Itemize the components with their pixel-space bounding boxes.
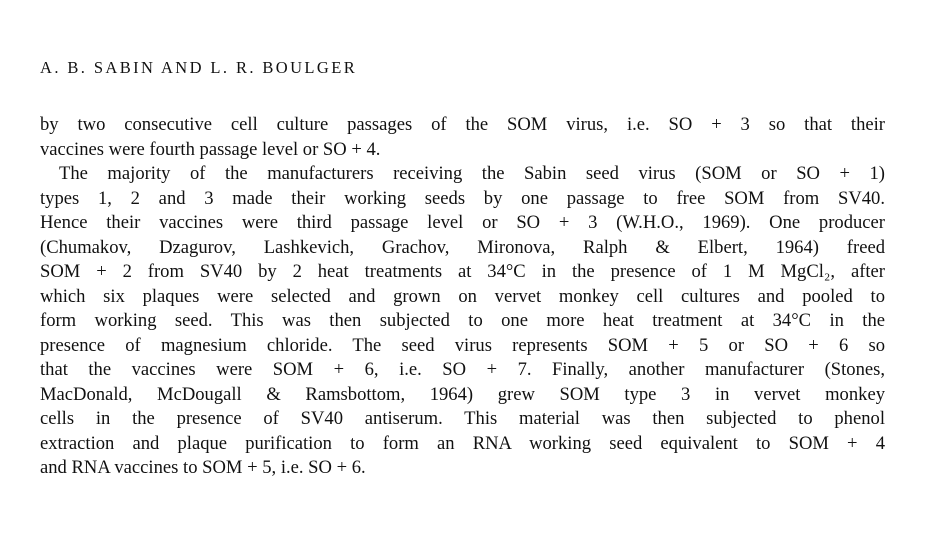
text-line: that the vaccines were SOM + 6, i.e. SO + 7. Finally, another manufacturer (Stones, (40, 359, 885, 380)
text-line: form working seed. This was then subjected to one more heat treatment at 34°C in the (40, 310, 885, 331)
text-line: presence of magnesium chloride. The seed virus represents SOM + 5 or SO + 6 so (40, 334, 885, 356)
text-line: Hence their vaccines were third passage level or SO + 3 (W.H.O., 1969). One producer (40, 212, 885, 233)
text-line: vaccines were fourth passage level or SO + 4. (40, 138, 381, 160)
text-line: types 1, 2 and 3 made their working seeds by one passage to free SOM from SV40. (40, 187, 885, 209)
paragraph-continuation (40, 113, 885, 162)
text-line: The majority of the manufacturers receiving the Sabin seed virus (SOM or SO + 1) (59, 163, 885, 184)
body-text (40, 113, 885, 481)
text-line: (Chumakov, Dzagurov, Lashkevich, Grachov, Mironova, Ralph & Elbert, 1964) freed (40, 236, 885, 258)
text-line: extraction and plaque purification to form an RNA working seed equivalent to SOM + 4 (40, 432, 885, 454)
text-line: and RNA vaccines to SOM + 5, i.e. SO + 6. (40, 457, 366, 478)
text-line: by two consecutive cell culture passages of the SOM virus, i.e. SO + 3 so that their (40, 114, 885, 135)
text-line: SOM + 2 from SV40 by 2 heat treatments at 34°C in the presence of 1 M MgCl₂, after (40, 261, 885, 282)
text-line: MacDonald, McDougall & Ramsbottom, 1964) grew SOM type 3 in vervet monkey (40, 383, 885, 405)
text-line: cells in the presence of SV40 antiserum. This material was then subjected to phenol (40, 408, 885, 429)
text-line: which six plaques were selected and grown on vervet monkey cell cultures and pooled to (40, 285, 885, 307)
running-head: A. B. SABIN AND L. R. BOULGER (40, 58, 358, 77)
paragraph-seed-passages (40, 162, 885, 481)
